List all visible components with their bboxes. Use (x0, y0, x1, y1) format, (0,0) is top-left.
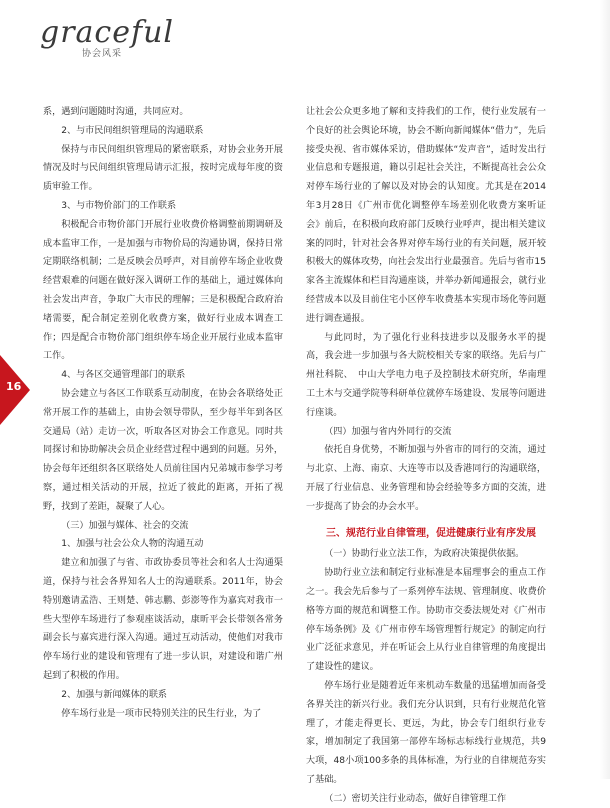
paragraph: 建立和加强了与省、市政协委员等社会和名人士沟通渠道，保持与社会各界知名人士的沟通联系。2011年，协会特别邀请孟浩、王则楚、韩志鹏、彭澎等作为嘉宾对我市一些大型停车场进行了参观座谈活动，康昕平会长带领各常务副会长与嘉宾进行深入沟通。通过互动活动，使他们对我市停车场行业的建设和管理有了进一步认识，对建设和谐广州起到了积极的作用。 (43, 558, 283, 681)
section-heading: （三）加强与媒体、社会的交流 (61, 520, 189, 531)
subheading: 2、与市民间组织管理局的沟通联系 (61, 125, 204, 136)
subheading: 2、加强与新闻媒体的联系 (61, 689, 168, 700)
subheading: 3、与市物价部门的工作联系 (61, 200, 177, 211)
subheading: 1、加强与社会公众人物的沟通互动 (61, 539, 204, 550)
left-column (43, 103, 283, 723)
section-heading: （一）协助行业立法工作，为政府决策提供依据。 (324, 549, 525, 560)
paragraph: 停车场行业是随着近年来机动车数量的迅猛增加而备受各界关注的新兴行业。我们充分认识到，只有行业规范化管理了，才能走得更长、更远，为此，协会专门组织行业专家，增加制定了我国第一部停车场标志标线行业规范，共9大项，48小项100多条的具体标准，为行业的自律规范夯实了基础。 (306, 680, 546, 785)
page-edge-shadow (600, 0, 610, 779)
paragraph: 停车场行业是一项市民特别关注的民生行业，为了 (61, 708, 262, 719)
section-heading: （四）加强与省内外同行的交流 (324, 426, 452, 437)
page-number: 16 (6, 380, 22, 393)
brand-subtitle: 协会风采 (82, 49, 123, 59)
paragraph: 积极配合市物价部门开展行业收费价格调整前期调研及成本监审工作，一是加强与市物价局的沟通协调，保持日常定期联络机制；二是反映会员呼声，对目前停车场企业收费经营艰难的问题在做好深入调研工作的基础上，通过媒体向社会发出声音，争取广大市民的理解；三是积极配合政府治堵需要，配合制定差别化收费方案，做好行业成本调查工作；四是配合市物价部门组织停车场企业开展行业成本监审工作。 (43, 219, 283, 362)
paragraph: 协会建立与各区工作联系互动制度，在协会各联络处正常开展工作的基础上，由协会领导带队，至少每半年到各区交通局（站）走访一次，听取各区对协会工作意见。同时共同探讨和协助解决会员企业经营过程中遇到的问题。另外，协会每年还组织各区联络处人员前往国内兄弟城市参学习考察，通过相关活动的开展，拉近了彼此的距离，开拓了视野，找到了差距，凝聚了人心。 (43, 388, 283, 512)
right-column (306, 103, 546, 808)
brand-title: graceful (40, 15, 175, 50)
paragraph: 保持与市民间组织管理局的紧密联系，对协会业务开展情况及时与民间组织管理局请示汇报，按时完成每年度的资质审验工作。 (43, 144, 283, 193)
paragraph: 与此同时，为了强化行业科技进步以及服务水平的提高，我会进一步加强与各大院校相关专家的联络。先后与广州社科院、 中山大学电力电子及控制技术研究所，华南理工土木与交通学院等科研单位就停车场建设、发展等问题进行座谈。 (306, 332, 546, 418)
paragraph: 系，遇到问题随时沟通，共同应对。 (43, 107, 189, 117)
brand-logo (40, 15, 175, 59)
paragraph: 依托自身优势，不断加强与外省市的同行的交流，通过与北京、上海、南京、大连等市以及香港同行的沟通联络，开展了行业信息、业务管理和协会经验等多方面的交流，进一步提高了协会的办会水平。 (306, 445, 546, 512)
paragraph: 协助行业立法和制定行业标准是本届理事会的重点工作之一。我会先后参与了一系列停车法规、管理制度、收费价格等方面的规范和调整工作。协助市交委法规处对《广州市停车场条例》及《广州市停车场管理暂行规定》的制定向行业广泛征求意见，并在听证会上从行业自律管理的角度提出了建设性的建议。 (306, 568, 546, 673)
subheading: 4、与各区交通管理部门的联系 (61, 370, 186, 381)
paragraph: 让社会公众更多地了解和支持我们的工作，使行业发展有一个良好的社会舆论环境，协会不断向新闻媒体“借力”，先后接受央视、省市媒体采访，借助媒体“发声音”，适时发出行业信息和专题报道，籍以引起社会关注，不断提高社会公众对停车场行业的了解以及对协会的认知度。尤其是在2014年3月28日《广州市优化调整停车场差别化收费方案听证会》前后，在积极向政府部门反映行业呼声，提出相关建议案的同时，针对社会各界对停车场行业的有关问题，展开较积极大的媒体攻势，向社会发出行业最强音。先后与省市15家各主流媒体和栏目沟通座谈，并举办新闻通报会，就行业经营成本以及目前住宅小区停车收费基本实现市场化等问题进行调查通报。 (306, 107, 546, 324)
chapter-heading: 三、规范行业自律管理，促进健康行业有序发展 (326, 527, 536, 539)
section-heading: （二）密切关注行业动态，做好自律管理工作 (324, 793, 507, 804)
